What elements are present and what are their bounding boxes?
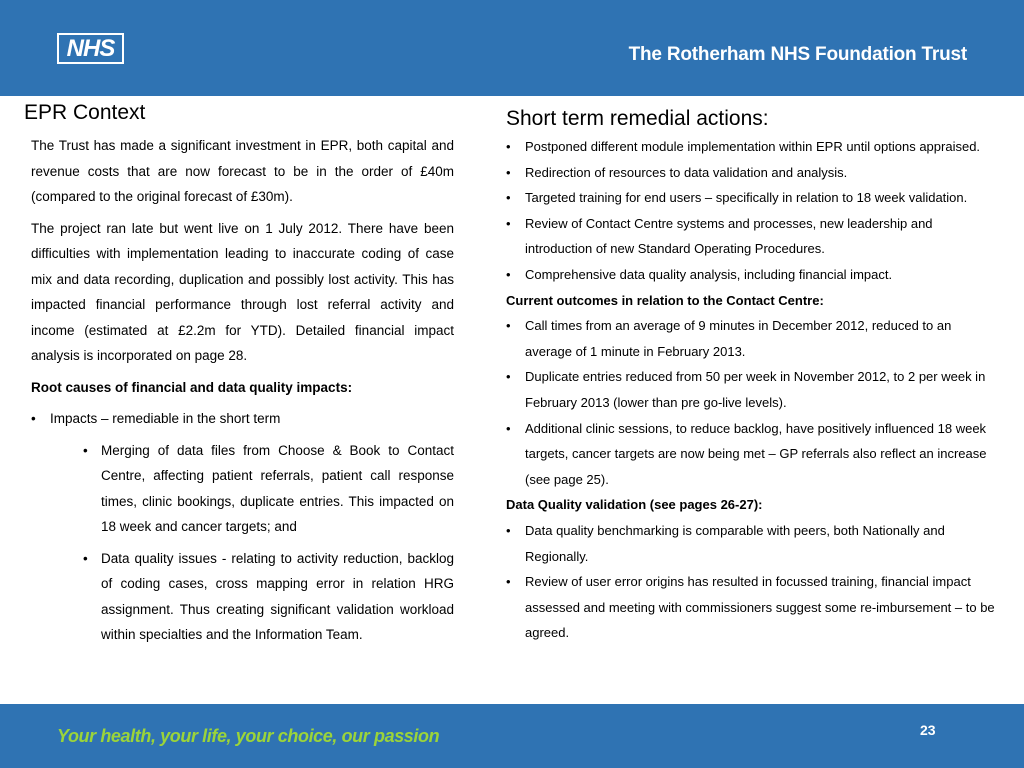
bullet-icon: • <box>506 522 511 538</box>
bullet-icon: • <box>83 550 88 566</box>
sub-bullet-text: Merging of data files from Choose & Book to Contact Centre, affecting patient referrals, patient call response times, clinic bookings, duplicate entries. This impacted on 18 week and cancer targets; and <box>101 442 454 534</box>
epr-paragraph-golive: The project ran late but went live on 1 July 2012. There have been difficulties with implementation leading to inaccurate coding of case mix and data recording, duplication and possibly lost activity. This has impacted financial performance through lost referral activity and income (estimated at £2.2m for YTD). Detailed financial impact analysis is incorporated on page 28. <box>31 220 454 363</box>
outcomes-heading: Current outcomes in relation to the Contact Centre: <box>506 292 824 308</box>
left-column <box>31 133 454 654</box>
sub-bullet-text: Data quality issues - relating to activity reduction, backlog of coding cases, cross mapping error in relation HRG assignment. Thus creating significant validation workload within specialties and the Information Team. <box>101 550 454 642</box>
bullet-icon: • <box>506 190 511 206</box>
dq-text: Data quality benchmarking is comparable with peers, both Nationally and Regionally. <box>525 522 945 564</box>
list-item <box>506 416 996 493</box>
tagline: Your health, your life, your choice, our passion <box>57 726 440 746</box>
list-item <box>506 262 996 288</box>
page-number: 23 <box>920 722 936 738</box>
bullet-icon: • <box>506 420 511 436</box>
list-item <box>506 569 996 646</box>
action-text: Comprehensive data quality analysis, including financial impact. <box>525 266 893 282</box>
epr-paragraph-investment: The Trust has made a significant investment in EPR, both capital and revenue costs that are now forecast to be in the order of £40m (compared to the original forecast of £30m). <box>31 138 454 204</box>
bullet-icon: • <box>506 266 511 282</box>
action-text: Redirection of resources to data validation and analysis. <box>525 164 848 180</box>
bullet-icon: • <box>506 369 511 385</box>
list-item <box>506 185 996 211</box>
action-text: Review of Contact Centre systems and processes, new leadership and introduction of new Standard Operating Procedures. <box>525 215 933 257</box>
bullet-icon: • <box>506 139 511 154</box>
footer-bar <box>0 704 1024 768</box>
action-text: Postponed different module implementation within EPR until options appraised. <box>525 139 981 154</box>
impacts-bullet-text: Impacts – remediable in the short term <box>50 411 281 426</box>
outcome-text: Call times from an average of 9 minutes in December 2012, reduced to an average of 1 minute in February 2013. <box>525 318 952 359</box>
bullet-icon: • <box>506 318 511 334</box>
header-bar <box>0 0 1024 96</box>
nhs-logo <box>57 33 124 64</box>
list-item <box>31 438 454 540</box>
list-item <box>506 518 996 569</box>
outcome-text: Additional clinic sessions, to reduce backlog, have positively influenced 18 week targets, cancer targets are now being met – GP referrals also reflect an increase (see page 25). <box>525 420 987 487</box>
list-item <box>506 134 996 160</box>
list-item <box>506 313 996 364</box>
root-causes-heading: Root causes of financial and data quality impacts: <box>31 379 353 395</box>
bullet-icon: • <box>506 215 511 231</box>
trust-name: The Rotherham NHS Foundation Trust <box>628 44 967 65</box>
nhs-logo-text: NHS <box>59 35 122 62</box>
right-column <box>506 134 996 646</box>
epr-context-title: EPR Context <box>24 101 146 124</box>
bullet-icon: • <box>83 442 88 458</box>
bullet-icon: • <box>506 164 511 180</box>
action-text: Targeted training for end users – specifically in relation to 18 week validation. <box>525 190 968 206</box>
remedial-actions-title: Short term remedial actions: <box>506 107 769 130</box>
dq-text: Review of user error origins has resulted in focussed training, financial impact assessed and meeting with commissioners suggest some re-imbursement – to be agreed. <box>525 574 995 641</box>
dq-heading: Data Quality validation (see pages 26-27): <box>506 497 763 513</box>
list-item <box>506 364 996 415</box>
bullet-icon: • <box>506 574 511 590</box>
list-item <box>31 546 454 648</box>
bullet-icon: • <box>31 411 36 426</box>
outcome-text: Duplicate entries reduced from 50 per week in November 2012, to 2 per week in February 2013 (lower than pre go-live levels). <box>525 369 986 410</box>
list-item <box>506 160 996 186</box>
list-item <box>31 406 454 432</box>
list-item <box>506 211 996 262</box>
